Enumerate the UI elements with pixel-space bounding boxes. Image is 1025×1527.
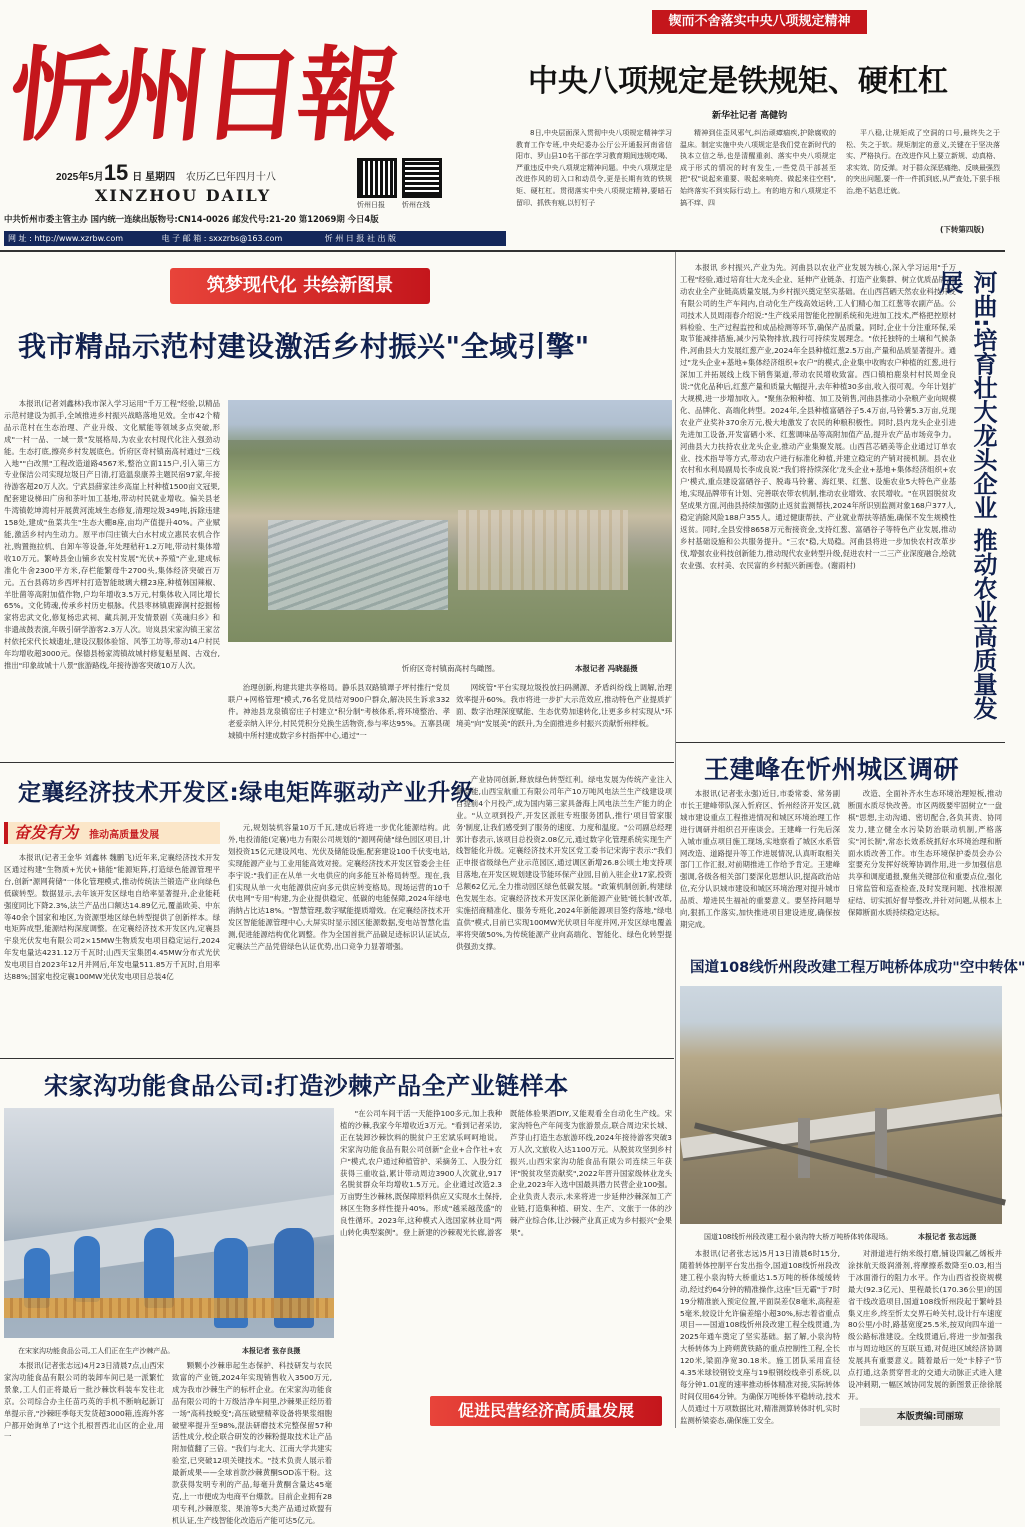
bridge-photo-caption: 国道108线忻州段改建工程小泉沟特大桥万吨桥体转体现场。 bbox=[704, 1233, 893, 1241]
press-label: 忻 州 日 报 社 出 版 bbox=[324, 234, 397, 243]
wangjianfeng-col-1: 本报讯(记者张永强)近日,市委常委、常务副市长王建峰带队深入忻府区、忻州经济开发区,就城市建设重点工程推进情况和城区环境治理工作进行调研并组织召开座谈会。王建峰一行先后深入城市重点项目施工现场,实地察看了城区水系管网改造、道路提升等工作进展情况,认真听取相关部门工作汇报,对前期推进工作给予肯定。王建峰强调,各级各相关部门要深化思想认识,提高政治站位,充分认识城市建设和城区环境治理对提升城市品质、增进民生福祉的重要意义。要坚持问题导向,狠抓工作落实,加快推进项目建设进度,确保按期完成。 bbox=[680, 789, 840, 929]
rural-col-2: 治理创新,构建共建共享格局。静乐县双路镇谭子坪村推行"党员联户+网格管理"模式,76名党员结对900户群众,解决民生诉求332件。神池县龙泉镇窑庄子村建立"积分制"考核体系,将环境整治、孝老爱亲纳入评分,村民凭积分兑换生活物资,参与率达95%。五寨县砚城镇中所村建成数字乡村指挥中心,通过"一 bbox=[228, 683, 450, 740]
songjiagou-col-3: "在公司车间干活一天能挣100多元,加上我种植的沙棘,我家今年增收近3万元。"看到记者采访,正在装卸沙棘饮料的脱贫户王宏斌乐呵呵地说。宋家沟功能食品有限公司创新"企业+合作社+农户"模式,农户通过种植管护、采摘务工、入股分红获得三重收益,累计带动周边3900人次就业,917名脱贫群众年均增收1.5万元。企业通过改造2.3万亩野生沙棘林,既保障原料供应又实现水土保持,林区生物多样性提升40%。形成"越采越茂盛"的良性循环。2023年,这种模式入选国家林业局"两山转化典型案例"。登上新建的沙棘观光长廊,游客既能体验果酒DIY,又能观看全自动化生产线。宋家沟特色产年间变为旅游景点,联合周边宋长城、芦芽山打造生态旅游环线,2024年接待游客突破3万人次,文旅收入达1100万元。从脱贫攻坚到乡村振兴,山西宋家沟功能食品有限公司连续三年获评"脱贫攻坚贡献奖",2022年晋升国家级林业龙头企业,2023年入选中国最具潜力民营企业100强。企业负责人表示,未来将进一步延伸沙棘深加工产业链,打造集种植、研发、生产、文旅于一体的沙棘产业综合体,让沙棘产业真正成为乡村振兴"金果果"。 bbox=[340, 1109, 672, 1238]
date-year-month: 2025年5月 bbox=[56, 172, 104, 183]
dingxiang-headline: 定襄经济技术开发区:绿电矩阵驱动产业升级 bbox=[18, 780, 475, 806]
rural-col-3: 网统管"平台实现垃圾投放扫码溯源、矛盾纠纷线上调解,治理效率提升60%。我市将进一步扩大示范效应,推动特色产业提质扩面、数字治理深度赋能、生态优势加速转化,让更多乡村实现从"环境美"向"发展美"的跃升,为全面推进乡村振兴贡献忻州样板。 bbox=[456, 683, 672, 728]
date-lunar: 农历乙巳年四月十八 bbox=[185, 172, 276, 183]
rural-photo-caption: 忻府区奇村镇南高村鸟瞰图。 bbox=[402, 664, 500, 673]
bridge-headline: 国道108线忻州段改建工程万吨桥体成功"空中转体" bbox=[690, 960, 1025, 976]
masthead-pinyin: XINZHOU DAILY bbox=[95, 186, 272, 205]
songjiagou-factory-photo bbox=[4, 1108, 334, 1338]
page-editor-credit: 本版责编:司丽琼 bbox=[860, 1408, 1000, 1426]
hequ-headline: 河曲:培育壮大龙头企业 推动农业高质量发展 bbox=[935, 270, 997, 720]
rural-village-aerial-photo bbox=[228, 400, 672, 642]
dingxiang-col-2: 元,规划装机容量10万千瓦,建成后将进一步优化能源结构。此外,电投清能(定襄)电力有限公司规划的"源网荷储"绿色园区项目,计划投资15亿元建设风电、光伏及储能设施,配套建设100千伏变电站,实现能源产业与工业用能高效对接。定襄经济技术开发区管委会主任李宇说:"我们正在从单一火电供应的向多能互补格局转型。现在,我们实现从单一火电能源供应向多元供应转变格局。现场运营的10千伏电网"专用"构建,为企业提供稳定、低碳的电能保障,2024年绿电消纳占比达18%。"智慧管理,数字赋能提质增效。在定襄经济技术开发区智能能源管理中心,大屏实时显示园区能源数据,变电站智慧化监测,促进能源结构优化调整。作为全国首批产品碳足迹标识认证试点,定襄法兰产品凭借绿色认证优势,出口竞争力显著增强。 bbox=[228, 823, 450, 952]
tag-fenfa-youwei bbox=[4, 822, 220, 844]
info-bar bbox=[4, 231, 506, 246]
lead-col-3: 平八稳,让规矩成了空洞的口号,最终失之于松、失之于软。规矩制定的意义,关键在于坚决落实、严格执行。在改进作风上要立新规、动真格、求实效、防反弹。对于群众深恶痛绝、反映最强烈的突出问题,要一件一件抓到底,从严查处,下狠手根治,绝不姑息迁就。 bbox=[846, 129, 1000, 195]
qr-label-xzrb: 忻州日报 bbox=[357, 201, 385, 209]
hequ-body: 本报讯 乡村振兴,产业为先。河曲县以农业产业发展为核心,深入学习运用"千万工程"经验,通过培育壮大龙头企业、延伸产业链条、打造产业集群、树立优质品牌,推动农业全产业链高质量发展,为乡村振兴奠定坚实基础。在山西莒硒天然农业科技开发有限公司的生产车间内,自动化生产线高效运转,工人们精心加工红葱等农副产品。公司技术人员周雨春介绍说:"生产线采用智能化控制系统和先进加工技术,严格把控原材料检验、生产过程监控和成品检测等环节,确保产品质量。同时,企业十分注重环保,采取节能减排措施,减少污染物排放,践行可持续发展理念。"依托独特的土壤和气候条件,河曲县大力发展红葱产业,2024年全县种植红葱2.5万亩,产量和品质显著提升。通过"龙头企业+基地+集体经济组织+农户"的模式,企业集中收购农户种植的红葱,进行深加工并拓展线上线下销售渠道,带动农民增收致富。西口镇柏鹿泉村村民周金良说:"优化品种后,红葱产量和质量大幅提升,去年种植30多亩,收入很可观。今年计划扩大规模,进一步增加收入。"聚焦杂粮种植、加工及销售,河曲县推动小杂粮产业向规模化、品牌化、高端化转型。2024年,全县种植富硒谷子5.4万亩,马铃薯5.3万亩,兑现农业产业奖补370余万元,极大地激发了农民的种粮积极性。同时,县内龙头企业引进先进加工设备,开发富硒小米、红葱调味品等高附加值产品,提升农产品市场竞争力。河曲县大力扶持农业龙头企业,推动产业集聚发展。山西莒芯硒美等企业通过订单农业、技术指导等方式,带动农户进行标准化种植,并建立稳定的产销对接机制。县农业农村和水利局副局长李成良说:"我们将持续深化'龙头企业+基地+集体经济组织+农户'模式,重点建设富硒谷子、脱毒马铃薯、海红果、红葱、设施农业5大特色产业基地,实现品牌带有计划、完善联农带农机制,推动农业增效、农民增收。"在巩固脱贫攻坚成果方面,河曲县持续加强防止返贫监测帮扶,2024年所识别监测对象168户377人,稳定消除风险188户355人。通过健康帮扶、产业就业帮扶等措施,确保不发生规模性返贫。同时,全县安排8658万元衔接资金,支持红葱、富硒谷子等特色产业发展,推动乡村基础设施和公共服务提升。"三农"稳,大局稳。河曲县将进一步加快农村改革步伐,增强农业科技创新能力,推动现代农业转型升级,促进农村一二三产业深度融合,绘就农业强、农村美、农民富的乡村振兴新画卷。(谢雨村) bbox=[680, 263, 956, 570]
website-label[interactable]: 网 址 : http://www.xzrbw.com bbox=[8, 234, 124, 243]
lead-kicker: 锲而不舍落实中央八项规定精神 bbox=[652, 10, 867, 34]
banner-dream-modernization: 筑梦现代化 共绘新图景 bbox=[170, 268, 430, 304]
rural-photo-credit: 本报记者 冯晓磊摄 bbox=[575, 664, 638, 673]
songjiagou-photo-caption: 在宋家沟功能食品公司,工人们正在生产沙棘产品。 bbox=[18, 1347, 175, 1355]
bridge-photo-credit: 本报记者 张志远摄 bbox=[918, 1233, 977, 1241]
qr-code-xzrb[interactable] bbox=[357, 158, 397, 198]
songjiagou-photo-credit: 本报记者 张存良摄 bbox=[242, 1347, 301, 1355]
rural-headline: 我市精品示范村建设激活乡村振兴"全域引擎" bbox=[18, 330, 590, 363]
wangjianfeng-col-2: 改造、全面补齐水生态环境治理短板,推动断面水质尽快改善。市区两级要牢固树立"一盘棋"思想,主动沟通、密切配合,各负其责、协同发力,建立健全水污染防治联动机制,严格落实"河长制",常态长效系统抓好水环境治理和断面水质改善工作。市生态环境保护委员会办公室要充分发挥好统筹协调作用,进一步加强信息共享和调度通报,聚焦关键部位和重要点位,强化日常监管和巡查检查,及时发现问题、找准根源症结、切实抓好督导整改,并针对问题,从根本上保障断面水质持续稳定达标。 bbox=[848, 789, 1002, 918]
qr-label-online: 忻州在线 bbox=[402, 201, 430, 209]
rural-col-1: 本报讯(记者刘鑫林)我市深入学习运用"千万工程"经验,以精品示范村建设为抓手,全域推进乡村振兴战略落地见效。全市42个精品示范村在生态治理、产业升级、文化赋能等领域多点突破,形成"一村一品、一域一景"发展格局,为农业农村现代化注入强劲动能。生态打底,擦亮乡村发展底色。忻府区奇村镇南高村通过"三线入地""白改黑"工程改造道路4567米,整治立面115户,引入第三方专业保洁公司实现垃圾日产日清,打造温泉康养主题民宿97家,年接待游客超20万人次。宁武县薛家洼乡高崖上村种植1500亩文冠果,配套建设梯田广房和茶叶加工基地,带动村民就业增收。偏关县老牛湾镇乾坤湾村开展黄河流域生态修复,清理垃圾349吨,拆除违建158处,建成"鱼菜共生"生态大棚8座,亩均产值提升40%。产业赋能,激活乡村内生动力。原平市闫庄镇大白水村成立惠民农机合作社,购置拖拉机、自卸车等设备,年处理秸秆1.2万吨,带动村集体增收10万元。繁峙县金山铺乡农发村发展"光伏+养殖"产业,建成标准化牛舍2300平方米,存栏能繁母牛2700头,集体经济突破百万元。五台县蒋坊乡西坪村打造智能玻璃大棚23座,种植韩国辣椒、羊肚菌等高附加值作物,户均年增收3.5万元,村集体收入同比增长65%。文化铸魂,传承乡村历史根脉。代县枣林镇鹿蹄涧村挖掘杨家将忠武文化,修复杨忠武祠、藏兵洞,开发情景剧《英魂归乡》和非遗战鼓表演,年吸引研学游客2.3万人次。岢岚县宋家沟镇王家岔村依托宋代长城遗址,建设汉服体验馆、风筝工坊等,带动14户村民年均增收超3000元。保德县杨家湾镇故城村修复魁星阁、古戏台,推出"印象故城十八景"旅游路线,年接待游客突破10万人次。 bbox=[4, 399, 220, 670]
tag-sub-text: 推动高质量发展 bbox=[89, 830, 160, 841]
bridge-col-1: 本报讯(记者张志远)5月13日清晨6时15分,随着转体控制平台发出指令,国道108线忻州段改建工程小泉沟特大桥重达1.5万吨的桥体缓缓转动,经过约64分钟的精准操作,这座"巨无霸"于7时19分精准嵌入预定位置,平面误差仅8毫米,高程差5毫米,较设计允许偏差缩小超30%,标志着省重点项目——国道108线忻州段改建工程全线贯通,为2025年通车奠定了坚实基础。据了解,小泉沟特大桥转体为上跨朔黄铁路的重点控制性工程,全长120米,梁面净宽30.18米。施工团队采用直径4.35米球铰钢铰支座与19根钢绞线牵引系统,以每分钟1.01度的速率推动桥体精准对接,实际转体时间仅用64分钟。为确保万吨桥体平稳转动,技术人员通过十万项数据比对,精准测算转体时机,实时监测桥梁姿态,确保施工安全。 bbox=[680, 1249, 840, 1425]
bridge-col-2: 对滑道进行纳米级打磨,铺设四氟乙烯板并涂抹航天级润滑剂,将摩擦系数降至0.03,相当于冰面滑行的阻力水平。作为山西省投资规模最大(92.3亿元)、里程最长(170.36公里)的国省干线改造项目,国道108线忻州段起于繁峙县集义庄乡,终至忻太交界石岭关村,设计行车速度80公里/小时,路基宽度25.5米,按双向四车道一级公路标准建设。全线贯通后,将进一步加强我市与周边地区的互联互通,对促进区域经济协调发展具有重要意义。随着最后一处"卡脖子"节点打通,这条贯穿晋北的交通大动脉正式进入建设冲刺期,一幅区域协同发展的新图景正徐徐展开。 bbox=[848, 1249, 1002, 1401]
banner-private-economy: 促进民营经济高质量发展 bbox=[430, 1396, 662, 1426]
lead-continue[interactable]: (下转第四版) bbox=[940, 225, 985, 234]
lead-col-2: 精神到住歪风邪气,纠治顽瘴痼疾,护除腐败的温床。制定实施中央八项规定是我们党在新时代的执本立信之举,也是清醒重刹、落实中央八项规定成于形式的情况的时有发生,一些党员干部甚至把"权"说起来重要、吸起来响亮、做起来往空档",始终落实不到实际行动上。有的地方和八项规定不搞不痒、四 bbox=[680, 129, 836, 207]
lead-byline: 新华社记者 高健钧 bbox=[712, 111, 788, 121]
masthead-date bbox=[56, 160, 276, 186]
bridge-rotation-photo bbox=[680, 986, 1002, 1224]
date-day: 15 bbox=[103, 160, 129, 185]
songjiagou-col-1: 本报讯(记者张志远)4月23日清晨7点,山西宋家沟功能食品有限公司的装卸车间已是一派繁忙景象,工人们正将最后一批沙棘饮料装车发往北京。公司综合办主任苗巧英的手机不断响起新订单提示音,"沙棘旺季每天发货超3000箱,连海外客户都开始询单了!"这个扎根晋西北山区的企业,用一 bbox=[4, 1361, 164, 1442]
songjiagou-col-2: 颗颗小沙棘串起生态保护、科技研发与农民致富的产业链,2024年实现销售收入3500万元,成为我市沙棘生产的标杆企业。在宋家沟功能食品有限公司的十万级洁净车间里,沙棘果正经历着一场"高科技蜕变";高压破壁精萃设备将果浆细胞破壁率提升至98%,混法研磨技术完整保留57种活性成分,校企联合研发的沙棘粉提取技术让产品附加值翻了三倍。"我们与北大、江南大学共建实验室,已突破12项关键技术。"技术负责人展示着最新成果——全球首款沙棘黄酮SOD冻干粉。这款获得发明专利的产品,每毫升黄酮含量达45毫克,上一市便成为电商平台爆款。目前企业拥有28项专利,沙棘原浆、果油等5大类产品通过欧盟有机认证,生产线智能化改造后产能可达5亿元。 bbox=[172, 1361, 332, 1525]
publisher-line: 中共忻州市委主管主办 国内统一连续出版物号:CN14-0026 邮发代号:21-20 第12069期 今日4版 bbox=[4, 214, 379, 224]
lead-col-1: 8日,中央层面深入贯彻中央八项规定精神学习教育工作专班,中央纪委办公厅公开通报河南省信阳市、罗山县10名干部在学习教育期间违规吃喝、严重违反中央八项规定精神问题。中央八项规定是改进作风的切入口和动员令,更是长期有效的铁规矩、硬杠杠。贯彻落实中央八项规定精神,要暗石留印、抓铁有痕,以钉钉子 bbox=[516, 129, 672, 207]
tag-main-text: 奋发有为 bbox=[14, 823, 79, 842]
email-label[interactable]: 电 子 邮 箱 : sxxzrbs@163.com bbox=[161, 234, 283, 243]
dingxiang-col-3: 产业协同创新,释放绿色转型红利。绿电发展为传统产业注入新动能,山西宝航重工有限公司年产10万吨风电法兰生产线建设项目提前4个月投产,成为国内第三家具备海上风电法兰生产能力的企业。"从立项到投产,开发区派驻专班服务团队,推行'项目管家服务'制度,让我们感受到了服务的速度、力度和温度。"公司副总经理郭计春表示,该项目总投资2.08亿元,通过数字化管理系统实现生产线智能化升级。定襄经济技术开发区党工委书记宋海宇表示:"我们正申报省级绿色产业示范园区,通过调区新增26.8公顷土地支持项目落地,在开发区规划建设节能环保产业园,目前入驻企业17家,投资总额62亿元,全力推动园区绿色低碳发展。"政策机制创新,构建绿色发展生态。定襄经济技术开发区深化新能源产业链'链长制'改革,实施招商精准化、服务专班化,2024年新能源项目签约落地,"绿电直供"模式,目前已实现100MW光伏项目年度并网,开发区绿电覆盖率将突破50%,为传统能源产业向高端化、智能化、绿色化转型提供强劲支撑。 bbox=[456, 775, 673, 951]
masthead-logo: 忻州日報 bbox=[3, 36, 401, 156]
lead-headline: 中央八项规定是铁规矩、硬杠杠 bbox=[528, 64, 948, 99]
date-weekday: 日 星期四 bbox=[132, 172, 176, 183]
qr-code-online[interactable] bbox=[402, 158, 442, 198]
songjiagou-headline: 宋家沟功能食品公司:打造沙棘产品全产业链样本 bbox=[44, 1072, 569, 1100]
wangjianfeng-headline: 王建峰在忻州城区调研 bbox=[704, 755, 960, 784]
dingxiang-col-1: 本报讯(记者王金华 刘鑫林 魏鹏飞)近年来,定襄经济技术开发区通过构建"生物质+光伏+储能"能源矩阵,打造绿色能源管理平台,创新"源网荷储"一体化管理模式,推动传统法兰锻造产业向绿色低碳转型。数据显示,去年该开发区绿电自给率显著提升,企业能耗强度同比下降2.3%,法兰产品出口额达14.89亿元,覆盖欧美、中东等40余个国家和地区,为资源型地区绿色转型提供了创新样本。绿电矩阵成型,能源结构深度调整。在定襄经济技术开发区内,定襄县宇泉光伏发电有限公司2×15MW生物质发电项目稳定运行,2024年发电量达4231.12万千瓦时;山西天宝集团4.45MW分布式光伏发电项目自2023年12月并网后,年发电量511.85万千瓦时,自用率达88%;国家电投定襄100MW光伏发电项目总装4亿 bbox=[4, 853, 220, 982]
